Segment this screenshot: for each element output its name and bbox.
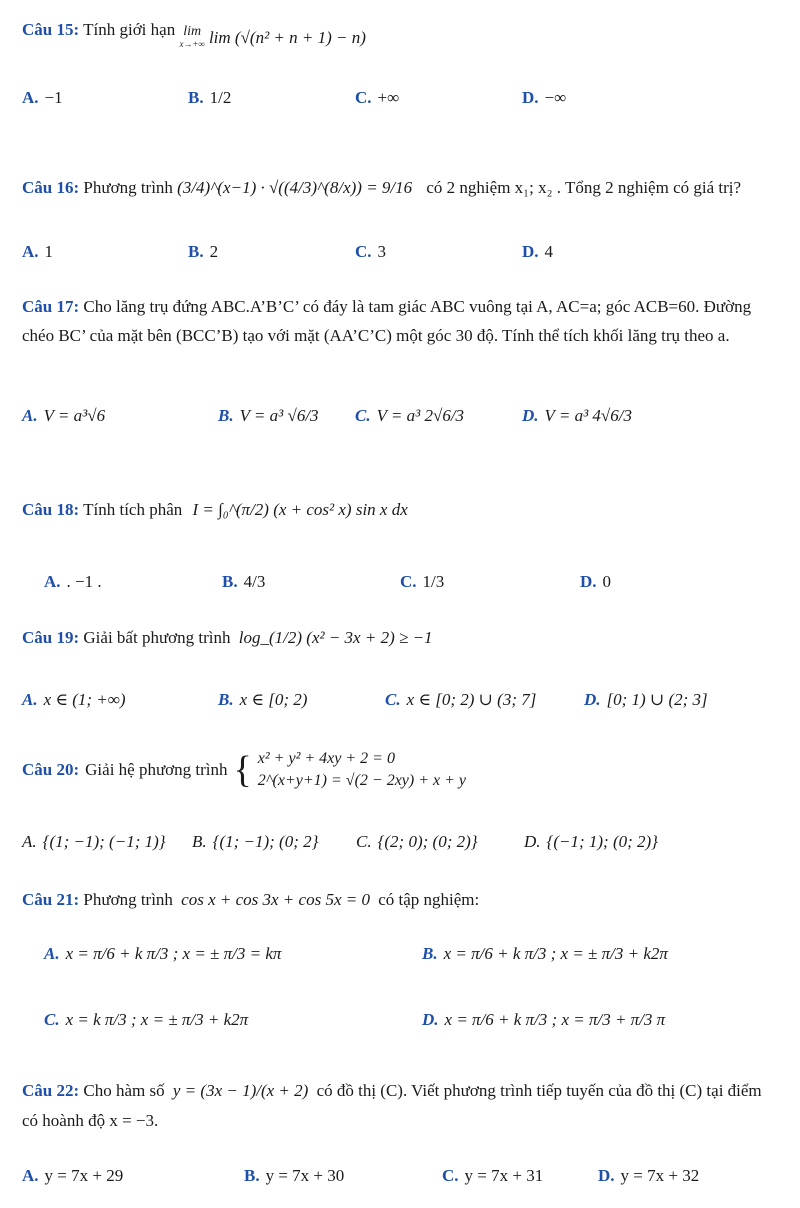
equation-2: 2^(x+y+1) = √(2 − 2xy) + x + y	[257, 772, 467, 789]
option-a[interactable]: A. {(1; −1); (−1; 1)}	[22, 832, 166, 851]
question-tail: có tập nghiệm:	[378, 890, 480, 909]
formula: (3/4)^(x−1) · √((4/3)^(8/x)) = 9/16	[177, 178, 413, 197]
question-label: Câu 15:	[22, 20, 80, 39]
option-d[interactable]: D. 0	[580, 572, 612, 591]
question-19	[22, 626, 780, 650]
formula-text: lim (√(n² + n + 1) − n)	[208, 28, 366, 47]
option-c[interactable]: C. y = 7x + 31	[442, 1166, 544, 1185]
option-b[interactable]: B. x ∈ [0; 2)	[218, 690, 308, 709]
equation-1: x² + y² + 4xy + 2 = 0	[257, 750, 395, 767]
option-b[interactable]: B. 2	[188, 242, 219, 261]
formula: cos x + cos 3x + cos 5x = 0	[181, 890, 370, 909]
question-text: Cho hàm số	[83, 1081, 165, 1100]
question-text: Tính tích phân	[83, 500, 183, 519]
options-15	[0, 78, 800, 118]
option-b[interactable]: B. 4/3	[222, 572, 266, 591]
question-label: Câu 18:	[22, 500, 80, 519]
formula: lim x→+∞ lim (√(n² + n + 1) − n)	[179, 24, 366, 49]
equation-system	[258, 748, 466, 792]
question-16	[22, 176, 780, 200]
question-20	[22, 748, 780, 792]
question-18	[22, 498, 780, 522]
question-label: Câu 21:	[22, 890, 80, 909]
option-a[interactable]: A. y = 7x + 29	[22, 1166, 124, 1185]
question-text: Giải bất phương trình	[83, 628, 231, 647]
option-c[interactable]: C. V = a³ 2√6/3	[355, 406, 465, 425]
option-d[interactable]: D. x = π/6 + k π/3 ; x = π/3 + π/3 π	[422, 1010, 666, 1029]
formula: y = (3x − 1)/(x + 2)	[172, 1081, 309, 1100]
options-16	[0, 232, 800, 272]
options-19	[0, 680, 800, 720]
option-c[interactable]: C. x = k π/3 ; x = ± π/3 + k2π	[44, 1010, 249, 1029]
brace-symbol: {	[233, 749, 252, 791]
option-b[interactable]: B. V = a³ √6/3	[218, 406, 319, 425]
options-17	[0, 396, 800, 436]
question-text: Giải hệ phương trình	[85, 760, 228, 779]
option-a[interactable]: A. x = π/6 + k π/3 ; x = ± π/3 = kπ	[44, 944, 282, 963]
question-label: Câu 20:	[22, 760, 80, 779]
options-22	[0, 1156, 800, 1196]
question-21	[22, 888, 780, 912]
option-d[interactable]: D. [0; 1) ∪ (2; 3]	[584, 690, 708, 709]
option-a[interactable]: A. x ∈ (1; +∞)	[22, 690, 126, 709]
option-b[interactable]: B. 1/2	[188, 88, 232, 107]
options-21-row-2	[0, 1000, 800, 1040]
option-d[interactable]: D. −∞	[522, 88, 567, 107]
option-b[interactable]: B. x = π/6 + k π/3 ; x = ± π/3 + k2π	[422, 944, 668, 963]
question-label: Câu 22:	[22, 1081, 80, 1100]
question-15	[22, 18, 780, 51]
option-b[interactable]: B. y = 7x + 30	[244, 1166, 345, 1185]
options-18	[0, 562, 800, 602]
option-d[interactable]: D. 4	[522, 242, 554, 261]
options-21-row-1	[0, 934, 800, 974]
question-label: Câu 17:	[22, 297, 80, 316]
option-a[interactable]: A. V = a³√6	[22, 406, 106, 425]
option-a[interactable]: A. −1	[22, 88, 63, 107]
option-c[interactable]: C. x ∈ [0; 2) ∪ (3; 7]	[385, 690, 537, 709]
question-tail: có đồ thị (C). Viết phương trình tiếp tuyến của đồ thị (C) tại điểm có hoành độ x = −3.	[22, 1081, 762, 1130]
question-text: Phương trình	[83, 890, 173, 909]
question-17	[22, 292, 780, 350]
option-c[interactable]: C. 1/3	[400, 572, 445, 591]
option-d[interactable]: D. y = 7x + 32	[598, 1166, 700, 1185]
option-d[interactable]: D. {(−1; 1); (0; 2)}	[524, 832, 658, 851]
question-tail: có 2 nghiệm x₁; x₂ . Tổng 2 nghiệm có giá trị?	[426, 178, 742, 197]
option-c[interactable]: C. +∞	[355, 88, 400, 107]
options-20	[0, 822, 800, 862]
option-c[interactable]: C. {(2; 0); (0; 2)}	[356, 832, 478, 851]
formula: log_(1/2) (x² − 3x + 2) ≥ −1	[238, 628, 433, 647]
option-c[interactable]: C. 3	[355, 242, 387, 261]
question-text: Phương trình	[83, 178, 173, 197]
option-a[interactable]: A. . −1 .	[44, 572, 102, 591]
option-d[interactable]: D. V = a³ 4√6/3	[522, 406, 632, 425]
option-b[interactable]: B. {(1; −1); (0; 2}	[192, 832, 319, 851]
question-22	[22, 1076, 780, 1136]
option-a[interactable]: A. 1	[22, 242, 54, 261]
question-label: Câu 16:	[22, 178, 80, 197]
question-text: Cho lăng trụ đứng ABC.A’B’C’ có đáy là tam giác ABC vuông tại A, AC=a; góc ACB=60. Đường chéo BC’ của mặt bên (BCC’B) tạo với mặt (AA’C’C) một góc 30 độ. Tính thể tích khối lăng trụ theo a.	[22, 297, 752, 345]
formula: I = ∫₀^(π/2) (x + cos² x) sin x dx	[192, 500, 408, 519]
question-text: Tính giới hạn	[83, 20, 176, 39]
question-label: Câu 19:	[22, 628, 80, 647]
